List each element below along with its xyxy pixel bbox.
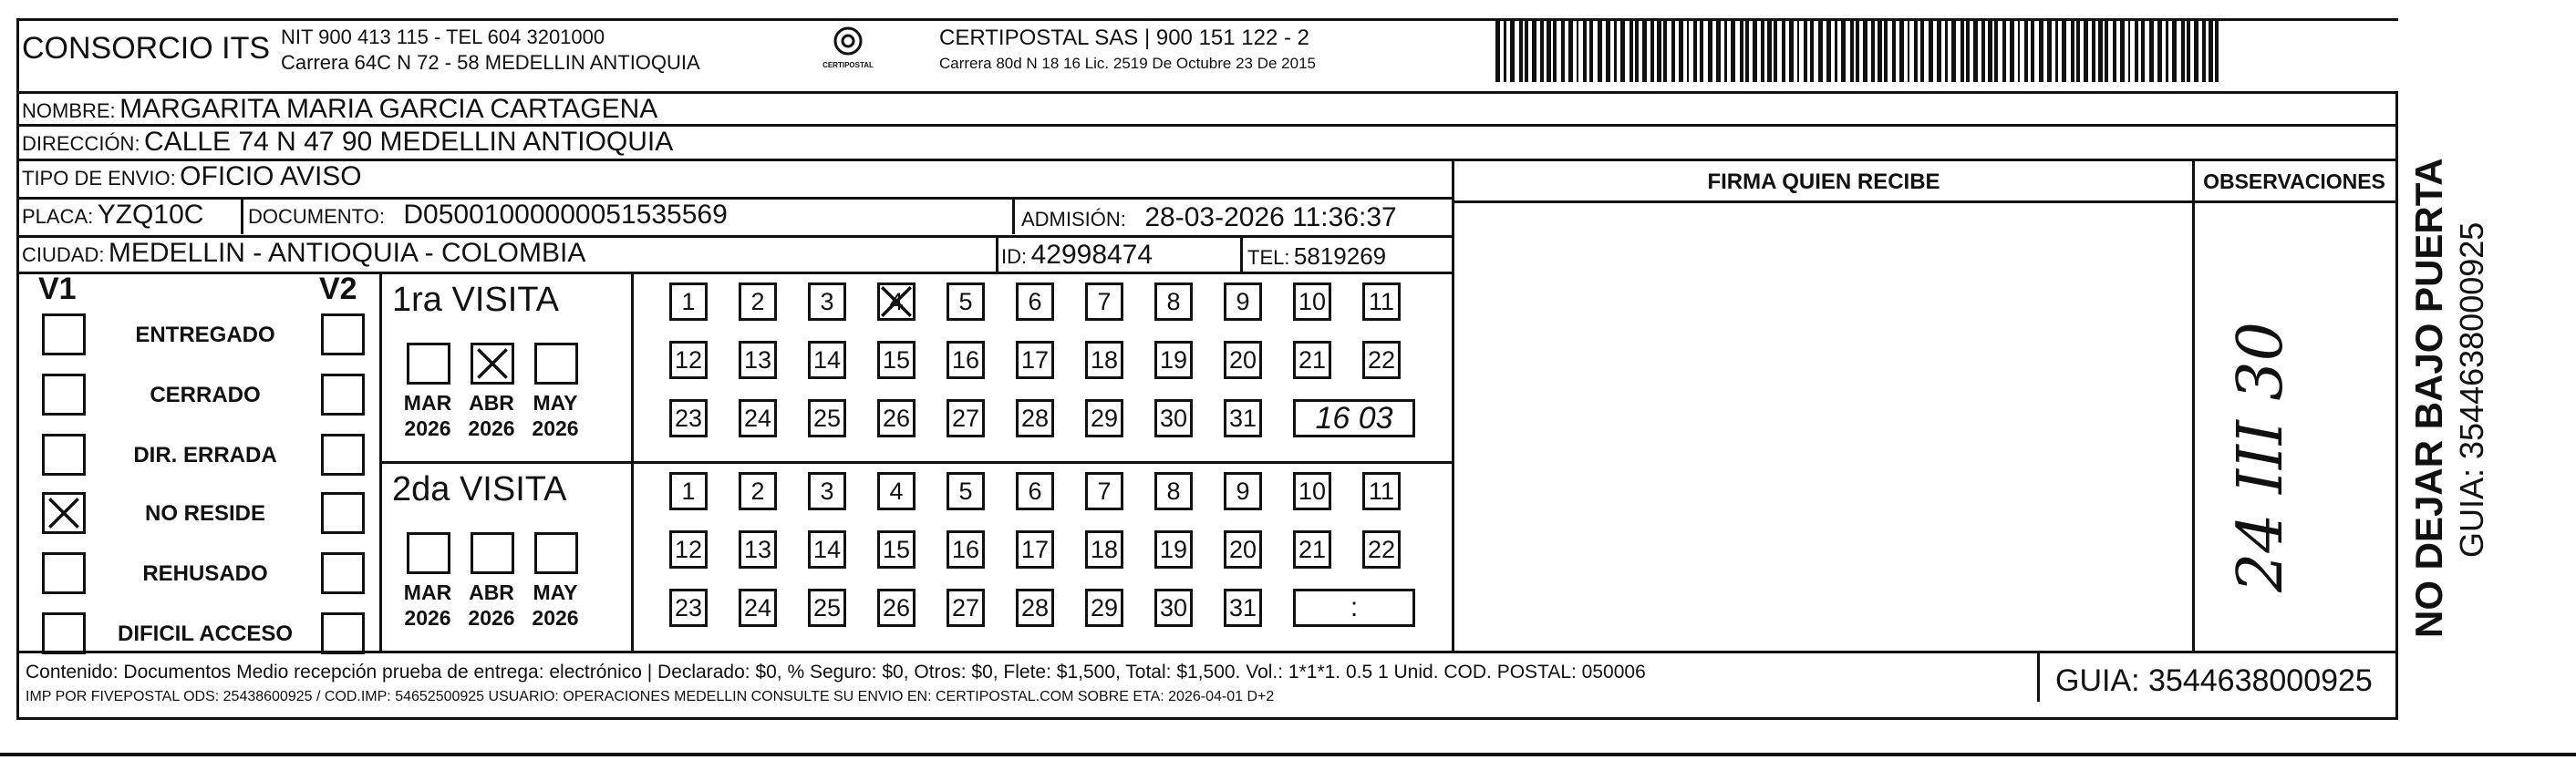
day-box[interactable]: 7 xyxy=(1085,472,1123,510)
tel-label: TEL: xyxy=(1247,246,1290,269)
day-box[interactable]: 14 xyxy=(808,341,846,379)
v2-checkbox[interactable] xyxy=(321,434,365,476)
barcode-bar xyxy=(2181,18,2185,82)
barcode-bar xyxy=(1504,18,1506,82)
barcode-bar xyxy=(2157,18,2162,82)
day-box[interactable]: 5 xyxy=(947,282,985,321)
tipo-value: OFICIO AVISO xyxy=(180,161,362,191)
day-box[interactable]: 15 xyxy=(877,530,916,569)
v2-checkbox[interactable] xyxy=(321,552,365,594)
barcode-bar xyxy=(1510,18,1515,82)
day-box[interactable]: 3 xyxy=(808,282,846,321)
barcode-bar xyxy=(1856,18,1859,82)
barcode-bar xyxy=(2062,18,2066,82)
documento-value: D05001000000051535569 xyxy=(403,200,728,230)
day-box[interactable]: 11 xyxy=(1362,282,1401,321)
time-box[interactable]: 16 03 xyxy=(1293,399,1415,437)
v2-label: V2 xyxy=(319,272,357,306)
documento-field xyxy=(248,200,728,231)
barcode-bar xyxy=(1973,18,1978,82)
month-checkbox[interactable] xyxy=(407,532,450,574)
v1-checkbox[interactable] xyxy=(42,374,86,416)
day-box[interactable]: 13 xyxy=(739,530,777,569)
barcode-bar xyxy=(1693,18,1697,82)
barcode-bar xyxy=(1740,18,1743,82)
day-box[interactable]: 15 xyxy=(877,341,916,379)
barcode-bar xyxy=(2113,18,2116,82)
day-box[interactable]: 24 xyxy=(739,589,777,627)
barcode-bar xyxy=(2215,18,2219,82)
barcode-bar xyxy=(1929,18,1933,82)
barcode-bar xyxy=(1671,18,1675,82)
barcode-bar xyxy=(1767,18,1772,82)
barcode-bar xyxy=(1826,18,1831,82)
nombre-label: NOMBRE: xyxy=(22,99,116,122)
barcode-bar xyxy=(1642,18,1647,82)
day-box[interactable]: 30 xyxy=(1154,589,1193,627)
barcode-bar xyxy=(2098,18,2103,82)
footer-imprint: IMP POR FIVEPOSTAL ODS: 25438600925 / COD.IMP: 54652500925 USUARIO: OPERACIONES MEDELLIN CONSULTE SU ENVIO EN: CERTIPOSTAL.COM SOBRE ETA: 2026-04-01 D+2 xyxy=(26,689,1275,704)
admision-value: 28-03-2026 11:36:37 xyxy=(1144,202,1397,232)
day-box[interactable]: 7 xyxy=(1085,282,1123,321)
ciudad-field xyxy=(22,238,585,269)
day-box[interactable]: 8 xyxy=(1154,472,1193,510)
barcode-bar xyxy=(1884,18,1888,82)
company-name: CONSORCIO ITS xyxy=(22,31,271,66)
day-box[interactable]: 8 xyxy=(1154,282,1193,321)
day-box[interactable]: 4 xyxy=(877,472,916,510)
barcode-bar xyxy=(1635,18,1639,82)
status-option-label: REHUSADO xyxy=(142,561,268,586)
logo-text: CERTIPOSTAL xyxy=(822,61,874,69)
month-label xyxy=(523,580,587,631)
barcode-bar xyxy=(1614,18,1617,82)
barcode-bar xyxy=(1994,18,1998,82)
day-box[interactable]: 25 xyxy=(808,589,846,627)
barcode-bar xyxy=(2018,18,2020,82)
day-box[interactable]: 17 xyxy=(1016,341,1054,379)
status-option-label: NO RESIDE xyxy=(144,501,266,526)
firma-area[interactable] xyxy=(1455,204,2189,649)
barcode-bar xyxy=(2084,18,2088,82)
v2-checkbox[interactable] xyxy=(321,612,365,654)
firma-label: FIRMA QUIEN RECIBE xyxy=(1707,169,1940,194)
barcode-bar xyxy=(1960,18,1964,82)
ciudad-value: MEDELLIN - ANTIOQUIA - COLOMBIA xyxy=(108,238,586,268)
barcode-bar xyxy=(1598,18,1602,82)
tel-value: 5819269 xyxy=(1293,242,1387,270)
placa-value: YZQ10C xyxy=(97,200,204,230)
day-box[interactable]: 27 xyxy=(947,399,985,437)
day-box[interactable]: 14 xyxy=(808,530,846,569)
barcode-bar xyxy=(2187,18,2190,82)
barcode-bar xyxy=(1892,18,1896,82)
id-field xyxy=(1001,240,1153,271)
barcode-bar xyxy=(1568,18,1573,82)
day-box[interactable]: 12 xyxy=(669,341,708,379)
x-mark-icon xyxy=(45,495,83,531)
day-box[interactable]: 1 xyxy=(669,472,708,510)
barcode-bar xyxy=(2031,18,2034,82)
day-box[interactable]: 2 xyxy=(739,282,777,321)
day-box[interactable]: 16 xyxy=(947,530,985,569)
day-box[interactable]: 2 xyxy=(739,472,777,510)
barcode-bar xyxy=(1663,18,1667,82)
barcode-bar xyxy=(2047,18,2052,82)
barcode-bar xyxy=(1724,18,1727,82)
day-box[interactable]: 22 xyxy=(1362,530,1401,569)
barcode-bar xyxy=(2149,18,2154,82)
barcode xyxy=(1495,16,2225,84)
day-box[interactable]: 20 xyxy=(1224,530,1262,569)
barcode-bar xyxy=(1914,18,1918,82)
barcode-bar xyxy=(1908,18,1909,82)
tipo-row xyxy=(22,161,362,192)
day-box[interactable]: 1 xyxy=(669,282,708,321)
status-option-label: DIR. ERRADA xyxy=(133,443,277,467)
barcode-bar xyxy=(1753,18,1757,82)
month-year: 2026 xyxy=(404,606,451,630)
barcode-bar xyxy=(1650,18,1654,82)
day-box[interactable]: 12 xyxy=(669,530,708,569)
placa-field xyxy=(22,200,203,231)
month-label xyxy=(460,390,523,441)
day-box[interactable]: 18 xyxy=(1085,341,1123,379)
day-box[interactable]: 6 xyxy=(1016,472,1054,510)
id-label: ID: xyxy=(1001,245,1028,268)
barcode-bar xyxy=(1863,18,1867,82)
day-box[interactable]: 20 xyxy=(1224,341,1262,379)
barcode-bar xyxy=(2055,18,2058,82)
barcode-bar xyxy=(1850,18,1854,82)
footer-guia: GUIA: 3544638000925 xyxy=(2055,663,2373,698)
month-label xyxy=(396,390,460,441)
day-box[interactable]: 5 xyxy=(947,472,985,510)
month-year: 2026 xyxy=(532,416,579,440)
month-year: 2026 xyxy=(532,606,579,630)
day-box[interactable]: 19 xyxy=(1154,341,1193,379)
day-box[interactable]: 26 xyxy=(877,589,916,627)
barcode-bar xyxy=(1804,18,1807,82)
barcode-bar xyxy=(2172,18,2177,82)
barcode-bar xyxy=(1782,18,1785,82)
barcode-bar xyxy=(1519,18,1523,82)
barcode-bar xyxy=(1606,18,1610,82)
day-box[interactable]: 25 xyxy=(808,399,846,437)
barcode-bar xyxy=(1745,18,1749,82)
month-name: ABR xyxy=(469,391,514,415)
id-value: 42998474 xyxy=(1030,240,1154,270)
day-box[interactable]: 30 xyxy=(1154,399,1193,437)
company-address: Carrera 64C N 72 - 58 MEDELLIN ANTIOQUIA xyxy=(281,51,700,74)
logo-icon xyxy=(830,26,866,56)
day-box[interactable]: 16 xyxy=(947,341,985,379)
visit-1-title: 1ra VISITA xyxy=(392,281,560,319)
barcode-bar xyxy=(1818,18,1823,82)
month-checkbox[interactable] xyxy=(534,532,578,574)
day-box[interactable]: 6 xyxy=(1016,282,1054,321)
barcode-bar xyxy=(1945,18,1948,82)
barcode-bar xyxy=(1561,18,1565,82)
x-mark-icon xyxy=(877,282,916,321)
v1-checkbox[interactable] xyxy=(42,313,86,355)
barcode-bar xyxy=(1797,18,1799,82)
nombre-row xyxy=(22,94,657,125)
month-label xyxy=(396,580,460,631)
barcode-bar xyxy=(1495,18,1500,82)
ciudad-label: CIUDAD: xyxy=(22,243,105,266)
carrier-license: Carrera 80d N 18 16 Lic. 2519 De Octubre 23 De 2015 xyxy=(939,55,1316,72)
barcode-bar xyxy=(1589,18,1593,82)
month-name: MAY xyxy=(533,391,578,415)
barcode-bar xyxy=(2141,18,2145,82)
barcode-bar xyxy=(2194,18,2198,82)
observaciones-label: OBSERVACIONES xyxy=(2203,169,2385,193)
day-box[interactable]: 23 xyxy=(669,589,708,627)
barcode-bar xyxy=(1679,18,1683,82)
v2-checkbox[interactable] xyxy=(321,313,365,355)
barcode-bar xyxy=(2135,18,2138,82)
day-box[interactable]: 21 xyxy=(1293,530,1331,569)
barcode-bar xyxy=(1547,18,1551,82)
placa-label: PLACA: xyxy=(22,205,94,228)
observaciones-handwriting: 24 III 30 xyxy=(2225,322,2297,592)
tipo-label: TIPO DE ENVIO: xyxy=(22,167,176,190)
status-option-label: CERRADO xyxy=(150,383,261,407)
month-checkbox[interactable] xyxy=(534,343,578,385)
barcode-bar xyxy=(2202,18,2206,82)
month-year: 2026 xyxy=(404,416,451,440)
day-box[interactable]: 28 xyxy=(1016,399,1054,437)
barcode-bar xyxy=(2092,18,2095,82)
barcode-bar xyxy=(1966,18,1970,82)
day-box[interactable]: 29 xyxy=(1085,589,1123,627)
month-label xyxy=(523,390,587,441)
tel-field xyxy=(1247,242,1386,271)
month-name: MAY xyxy=(533,580,578,604)
barcode-bar xyxy=(2076,18,2080,82)
barcode-bar xyxy=(1583,18,1587,82)
month-name: MAR xyxy=(403,580,452,604)
month-checkbox[interactable] xyxy=(407,343,450,385)
status-option-label: ENTREGADO xyxy=(135,323,275,347)
day-box[interactable]: 4 xyxy=(877,282,916,321)
month-checkbox[interactable] xyxy=(471,532,514,574)
barcode-bar xyxy=(1871,18,1875,82)
barcode-bar xyxy=(1700,18,1703,82)
barcode-bar xyxy=(1716,18,1721,82)
month-label xyxy=(460,580,523,631)
side-guia: GUIA: 3544638000925 xyxy=(2453,221,2490,558)
direccion-value: CALLE 74 N 47 90 MEDELLIN ANTIOQUIA xyxy=(144,127,674,157)
day-box[interactable]: 23 xyxy=(669,399,708,437)
day-box[interactable]: 31 xyxy=(1224,589,1262,627)
v2-checkbox[interactable] xyxy=(321,374,365,416)
footer-content: Contenido: Documentos Medio recepción prueba de entrega: electrónico | Declarado: $0, % Seguro: $0, Otros: $0, Flete: $1,500, Total: $1,500. Vol.: 1*1*1. 0.5 1 Unid. COD. POSTAL: 050006 xyxy=(26,662,1646,683)
nombre-value: MARGARITA MARIA GARCIA CARTAGENA xyxy=(119,94,658,124)
month-year: 2026 xyxy=(468,606,515,630)
side-warning: NO DEJAR BAJO PUERTA xyxy=(2407,158,2450,638)
barcode-bar xyxy=(2128,18,2130,82)
day-box[interactable]: 24 xyxy=(739,399,777,437)
x-mark-icon xyxy=(473,345,512,382)
barcode-bar xyxy=(2071,18,2074,82)
day-box[interactable]: 10 xyxy=(1293,282,1331,321)
day-box[interactable]: 28 xyxy=(1016,589,1054,627)
barcode-bar xyxy=(1731,18,1735,82)
month-name: ABR xyxy=(469,580,514,604)
day-x-mark xyxy=(877,282,916,321)
barcode-bar xyxy=(1629,18,1633,82)
month-checkbox[interactable] xyxy=(471,343,514,385)
barcode-bar xyxy=(2024,18,2028,82)
day-box[interactable]: 9 xyxy=(1224,472,1262,510)
barcode-bar xyxy=(1988,18,1992,82)
day-box[interactable]: 31 xyxy=(1224,399,1262,437)
direccion-label: DIRECCIÓN: xyxy=(22,132,140,155)
barcode-bar xyxy=(2105,18,2108,82)
barcode-bar xyxy=(2039,18,2043,82)
status-option-label: DIFICIL ACCESO xyxy=(117,621,293,646)
barcode-bar xyxy=(2002,18,2006,82)
carrier-name: CERTIPOSTAL SAS | 900 151 122 - 2 xyxy=(939,26,1309,50)
v1-label: V1 xyxy=(38,272,77,306)
barcode-bar xyxy=(1577,18,1578,82)
barcode-bar xyxy=(1981,18,1985,82)
month-year: 2026 xyxy=(468,416,515,440)
admision-field xyxy=(1021,202,1397,233)
barcode-bar xyxy=(1620,18,1625,82)
admision-label: ADMISIÓN: xyxy=(1021,208,1126,231)
certipostal-logo xyxy=(812,26,885,73)
v2-checkbox[interactable] xyxy=(321,492,365,534)
time-box[interactable]: : xyxy=(1293,589,1415,627)
day-box[interactable]: 13 xyxy=(739,341,777,379)
day-box[interactable]: 18 xyxy=(1085,530,1123,569)
barcode-bar xyxy=(2166,18,2168,82)
day-box[interactable]: 11 xyxy=(1362,472,1401,510)
day-box[interactable]: 17 xyxy=(1016,530,1054,569)
barcode-bar xyxy=(1937,18,1941,82)
day-box[interactable]: 21 xyxy=(1293,341,1331,379)
day-box[interactable]: 22 xyxy=(1362,341,1401,379)
barcode-bar xyxy=(1951,18,1956,82)
company-nit: NIT 900 413 115 - TEL 604 3201000 xyxy=(281,26,605,48)
day-box[interactable]: 27 xyxy=(947,589,985,627)
barcode-bar xyxy=(1525,18,1528,82)
v1-checkbox[interactable] xyxy=(42,434,86,476)
barcode-bar xyxy=(1835,18,1837,82)
barcode-bar xyxy=(1774,18,1777,82)
barcode-bar xyxy=(1532,18,1536,82)
barcode-bar xyxy=(1687,18,1689,82)
month-name: MAR xyxy=(403,391,452,415)
barcode-bar xyxy=(2010,18,2014,82)
barcode-bar xyxy=(1789,18,1794,82)
barcode-bar xyxy=(1540,18,1544,82)
day-box[interactable]: 29 xyxy=(1085,399,1123,437)
barcode-bar xyxy=(1810,18,1814,82)
day-box[interactable]: 9 xyxy=(1224,282,1262,321)
v1-checkbox[interactable] xyxy=(42,552,86,594)
barcode-bar xyxy=(2209,18,2213,82)
barcode-bar xyxy=(1657,18,1661,82)
barcode-bar xyxy=(1878,18,1882,82)
barcode-bar xyxy=(1553,18,1557,82)
v1-checkbox[interactable] xyxy=(42,612,86,654)
documento-label: DOCUMENTO: xyxy=(248,205,385,228)
barcode-bar xyxy=(1761,18,1764,82)
day-box[interactable]: 26 xyxy=(877,399,916,437)
barcode-bar xyxy=(1841,18,1846,82)
barcode-bar xyxy=(1899,18,1904,82)
day-box[interactable]: 19 xyxy=(1154,530,1193,569)
barcode-bar xyxy=(1708,18,1712,82)
visit-2-title: 2da VISITA xyxy=(392,470,567,508)
direccion-row xyxy=(22,127,673,158)
barcode-bar xyxy=(1920,18,1924,82)
day-box[interactable]: 3 xyxy=(808,472,846,510)
barcode-bar xyxy=(2120,18,2125,82)
day-box[interactable]: 10 xyxy=(1293,472,1331,510)
v1-checkbox[interactable] xyxy=(42,492,86,534)
